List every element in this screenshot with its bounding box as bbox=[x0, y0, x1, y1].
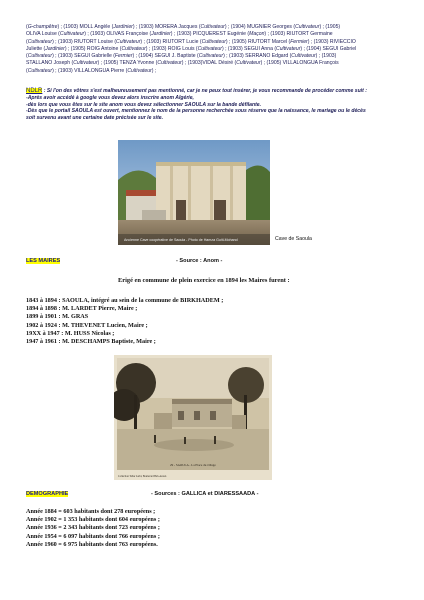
name-text: ( bbox=[26, 53, 28, 60]
postcard-caption: 29 - SAOULA - La Place du village bbox=[170, 463, 216, 467]
occupation: G-champêtre bbox=[27, 24, 58, 30]
names-line bbox=[26, 31, 402, 38]
occupation: Cultivateur bbox=[73, 60, 98, 67]
occupation: Fermier bbox=[290, 38, 308, 45]
name-text: ) ; (1904) SEGUI Gabriel bbox=[300, 45, 357, 52]
name-text: ) ; (1903) OLIVAS Françoise ( bbox=[84, 31, 152, 38]
ndlr-line: -Dès que le portail SAOULA est ouvert, mentionnez le nom de la personne recherchée sous réserve que la naissance, le mariage ou le décès bbox=[26, 108, 366, 115]
occupation: Cultivateur bbox=[197, 45, 222, 52]
occupation: Cultivateur bbox=[157, 60, 182, 67]
village-postcard bbox=[114, 355, 272, 480]
name-text: ) ; (1905) ROIG Antoine ( bbox=[64, 45, 122, 52]
occupation: Cultivateur bbox=[27, 38, 53, 45]
name-text: ) ; (1903) bbox=[315, 53, 337, 60]
population-list bbox=[26, 508, 160, 549]
occupation: Jardinier bbox=[113, 24, 133, 30]
occupation: Cultivateur bbox=[121, 45, 146, 52]
name-text: ( bbox=[26, 24, 28, 30]
occupation: Fermier bbox=[114, 53, 133, 60]
occupation: Cultivateur bbox=[198, 53, 224, 60]
name-text: ( bbox=[26, 38, 28, 45]
occupation: Cultivateur bbox=[291, 53, 316, 60]
name-text: ) ; (1905) RIUTORT Marcel ( bbox=[225, 38, 291, 45]
occupation: Jardinier bbox=[151, 31, 171, 38]
occupation: Cultivateur bbox=[27, 53, 53, 60]
name-text: ) ; bbox=[151, 67, 157, 74]
postcard-publisher: Collection Tahar Larbi, Boulevard Bab-Azoun bbox=[118, 475, 167, 478]
photo-caption: Ancienne Cave coopérative de Saoula - Photo de Hamza Guiti-Mohand bbox=[124, 238, 238, 242]
name-text: OLIVA Louise ( bbox=[26, 31, 60, 38]
list-item: Année 1902 = 1 353 habitants dont 604 européens ; bbox=[26, 516, 160, 524]
list-item: 1894 à 1898 : M. LARDET Pierre, Maire ; bbox=[26, 305, 138, 313]
list-item: Année 1954 = 6 097 habitants dont 766 européens ; bbox=[26, 532, 160, 540]
mayors-list bbox=[26, 297, 223, 346]
occupation: Cultivateur bbox=[116, 38, 141, 45]
name-text: STALLANO Joseph ( bbox=[26, 60, 74, 67]
occupation: Maçon bbox=[249, 31, 265, 38]
demography-title: DEMOGRAPHIE bbox=[26, 491, 69, 497]
ndlr-line: soit survenu avant une certaine date précisée sur le site. bbox=[26, 115, 164, 122]
name-text: ) ; (1903) MOLL Angèle ( bbox=[57, 24, 114, 30]
name-text: ) ; (1903) SERRANO Edgard ( bbox=[223, 53, 292, 60]
name-text: ) ; (1903) RIVIECCIO bbox=[307, 38, 356, 45]
name-text: ) ; (1903) ROIG Louis ( bbox=[145, 45, 198, 52]
names-line bbox=[26, 46, 402, 53]
list-item: Année 1884 = 603 habitants dont 278 européens ; bbox=[26, 508, 156, 515]
ndlr-label: NDLR bbox=[26, 88, 43, 94]
demography-heading bbox=[26, 491, 68, 497]
names-line bbox=[26, 53, 402, 60]
name-text: Juliette ( bbox=[26, 45, 46, 52]
name-text: ) ; (1905) bbox=[319, 24, 341, 30]
name-text: ( bbox=[26, 67, 28, 74]
list-item: 19XX à 1947 : M. HUSS Nicolas ; bbox=[26, 329, 115, 337]
mayors-heading bbox=[26, 258, 60, 264]
names-line bbox=[26, 24, 402, 31]
name-text: ) ; (1903)VIDAL Désiré ( bbox=[181, 60, 237, 67]
occupation: Cultivateur bbox=[276, 45, 301, 52]
name-text: ) ; (1903) SEGUI Anna ( bbox=[221, 45, 277, 52]
name-text: ) ; (1905) TENZA Yvonne ( bbox=[97, 60, 158, 67]
occupation: Cultivateur bbox=[127, 67, 152, 74]
ndlr-note bbox=[26, 88, 402, 122]
name-text: ) ; (1904) SEGUI J. Baptiste ( bbox=[132, 53, 199, 60]
list-item: 1899 à 1901 : M. GRAS bbox=[26, 313, 89, 321]
list-item: 1902 à 1924 : M. THEVENET Lucien, Maire ; bbox=[26, 321, 148, 329]
name-text: ) ; (1903) RIUTORT Lucie ( bbox=[140, 38, 202, 45]
name-text: ) ; (1903) RIUTORT Louise ( bbox=[52, 38, 117, 45]
name-text: ) ; (1903) VILLALONGUA Pierre ( bbox=[52, 67, 128, 74]
mayors-source: - Source : Anom - bbox=[176, 258, 223, 264]
names-line bbox=[26, 68, 402, 75]
occupation: Jardinier bbox=[45, 45, 65, 52]
demography-source: - Sources : GALLICA et DIARESSAADA - bbox=[151, 491, 259, 497]
name-text: ) ; (1905) VILLALONGUA François bbox=[260, 60, 339, 67]
name-text: ) ; (1903) MORERA Jacques ( bbox=[132, 24, 201, 30]
cave-caption: Cave de Saoula bbox=[275, 236, 312, 242]
list-item: 1947 à 1961 : M. DESCHAMPS Baptiste, Maire ; bbox=[26, 338, 156, 346]
occupation: Cultivateur bbox=[201, 38, 226, 45]
ndlr-line: -dès lors que vous êtes sur le site anom vous devez sélectionner SAOULA sur la bande défilante. bbox=[26, 101, 262, 108]
names-line bbox=[26, 60, 402, 67]
occupation: Cultivateur bbox=[200, 24, 225, 30]
mayors-intro: Erigé en commune de plein exercice en 1894 les Maires furent : bbox=[118, 277, 290, 284]
list-item: 1843 à 1894 : SAOULA, intégré au sein de la commune de BIRKHADEM ; bbox=[26, 297, 224, 304]
occupation: Cultivateur bbox=[59, 31, 85, 38]
list-item: Année 1936 = 2 343 habitants dont 723 européens ; bbox=[26, 524, 160, 532]
names-paragraph bbox=[26, 24, 402, 75]
mayors-title: LES MAIRES bbox=[26, 258, 61, 264]
name-text: ) ; (1903) SEGUI Gabrielle ( bbox=[52, 53, 115, 60]
list-item: Année 1960 = 6 975 habitants dont 763 européens. bbox=[26, 540, 158, 548]
occupation: Cultivateur bbox=[236, 60, 261, 67]
ndlr-line: : Si l'on des vôtres s'est malheureusement pas mentionné, car je ne peux tout insérer, je vous recommande de procéder comme suit : bbox=[42, 88, 367, 94]
name-text: ) ; (1904) MUGNIER Georges ( bbox=[224, 24, 296, 30]
name-text: ) ; (1903) RIUTORT Germaine bbox=[264, 31, 333, 38]
occupation: Cultivateur bbox=[27, 67, 53, 74]
ndlr-line: -Après avoir accédé à google vous devez alors inscrire anom Algérie, bbox=[26, 94, 194, 101]
cave-photo bbox=[118, 140, 270, 245]
occupation: Cultivateur bbox=[295, 24, 320, 30]
name-text: ) ; (1903) PICQUEREST Eugénie ( bbox=[170, 31, 250, 38]
names-line bbox=[26, 39, 402, 46]
